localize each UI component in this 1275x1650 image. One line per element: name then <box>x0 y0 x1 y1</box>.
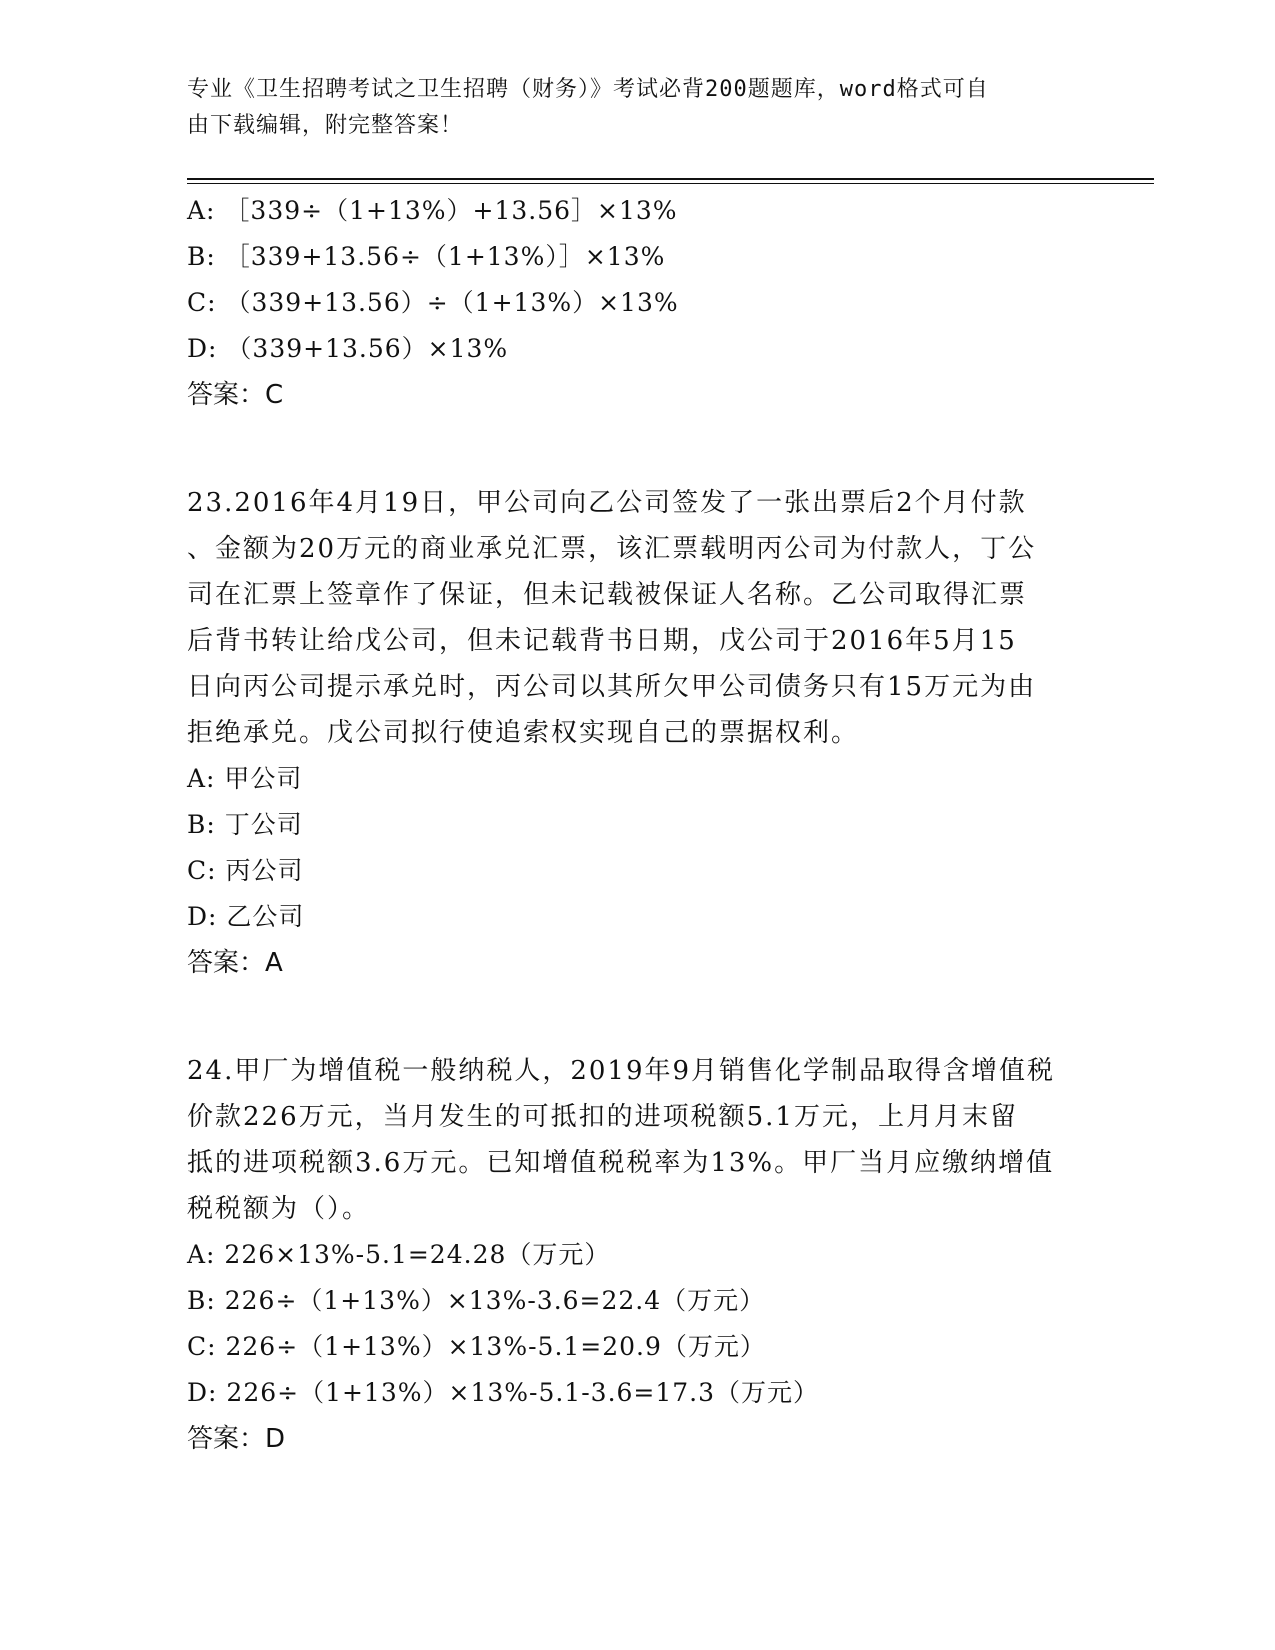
option-d: D: 乙公司 <box>187 902 305 931</box>
stem-line: 、金额为20万元的商业承兑汇票，该汇票载明丙公司为付款人，丁公 <box>187 534 1037 564</box>
header-rule-thin <box>187 183 1154 184</box>
answer-line: 答案：D <box>187 1424 286 1454</box>
header-line-1: 专业《卫生招聘考试之卫生招聘（财务）》考试必背200题题库，word格式可自 <box>187 77 989 102</box>
stem-line: 税税额为（）。 <box>187 1194 371 1224</box>
option-b: B: ［339+13.56÷（1+13%）］×13% <box>187 242 666 271</box>
option-a: A: 甲公司 <box>187 764 303 793</box>
stem-line: 司在汇票上签章作了保证，但未记载被保证人名称。乙公司取得汇票 <box>187 580 1028 610</box>
document-header <box>187 72 1067 144</box>
stem-line: 抵的进项税额3.6万元。已知增值税税率为13%。甲厂当月应缴纳增值 <box>187 1148 1055 1178</box>
answer-line: 答案：C <box>187 380 284 410</box>
document-body <box>187 188 1087 1462</box>
stem-line: 拒绝承兑。戊公司拟行使追索权实现自己的票据权利。 <box>187 718 860 748</box>
option-c: C: 丙公司 <box>187 856 304 885</box>
question-23-block <box>187 480 1087 986</box>
stem-line: 价款226万元，当月发生的可抵扣的进项税额5.1万元，上月月末留 <box>187 1102 1018 1132</box>
stem-line: 24.甲厂为增值税一般纳税人，2019年9月销售化学制品取得含增值税 <box>187 1056 1056 1086</box>
option-a: A: 226×13%-5.1=24.28（万元） <box>187 1240 611 1269</box>
stem-line: 23.2016年4月19日，甲公司向乙公司签发了一张出票后2个月付款 <box>187 488 1027 518</box>
question-24-block <box>187 1048 1087 1462</box>
answer-line: 答案：A <box>187 948 283 978</box>
header-line-2: 由下载编辑，附完整答案！ <box>187 113 464 138</box>
option-d: D: （339+13.56）×13% <box>187 334 509 363</box>
option-c: C: （339+13.56）÷（1+13%）×13% <box>187 288 679 317</box>
question-24-stem <box>187 1048 1087 1232</box>
option-d: D: 226÷（1+13%）×13%-5.1-3.6=17.3（万元） <box>187 1378 820 1407</box>
stem-line: 日向丙公司提示承兑时，丙公司以其所欠甲公司债务只有15万元为由 <box>187 672 1037 702</box>
option-a: A: ［339÷（1+13%）+13.56］×13% <box>187 196 678 225</box>
option-b: B: 丁公司 <box>187 810 303 839</box>
stem-line: 后背书转让给戊公司，但未记载背书日期，戊公司于2016年5月15 <box>187 626 1017 656</box>
question-23-stem <box>187 480 1087 756</box>
option-b: B: 226÷（1+13%）×13%-3.6=22.4（万元） <box>187 1286 766 1315</box>
question-22-block <box>187 188 1087 418</box>
option-c: C: 226÷（1+13%）×13%-5.1=20.9（万元） <box>187 1332 766 1361</box>
header-rule-thick <box>187 178 1154 180</box>
